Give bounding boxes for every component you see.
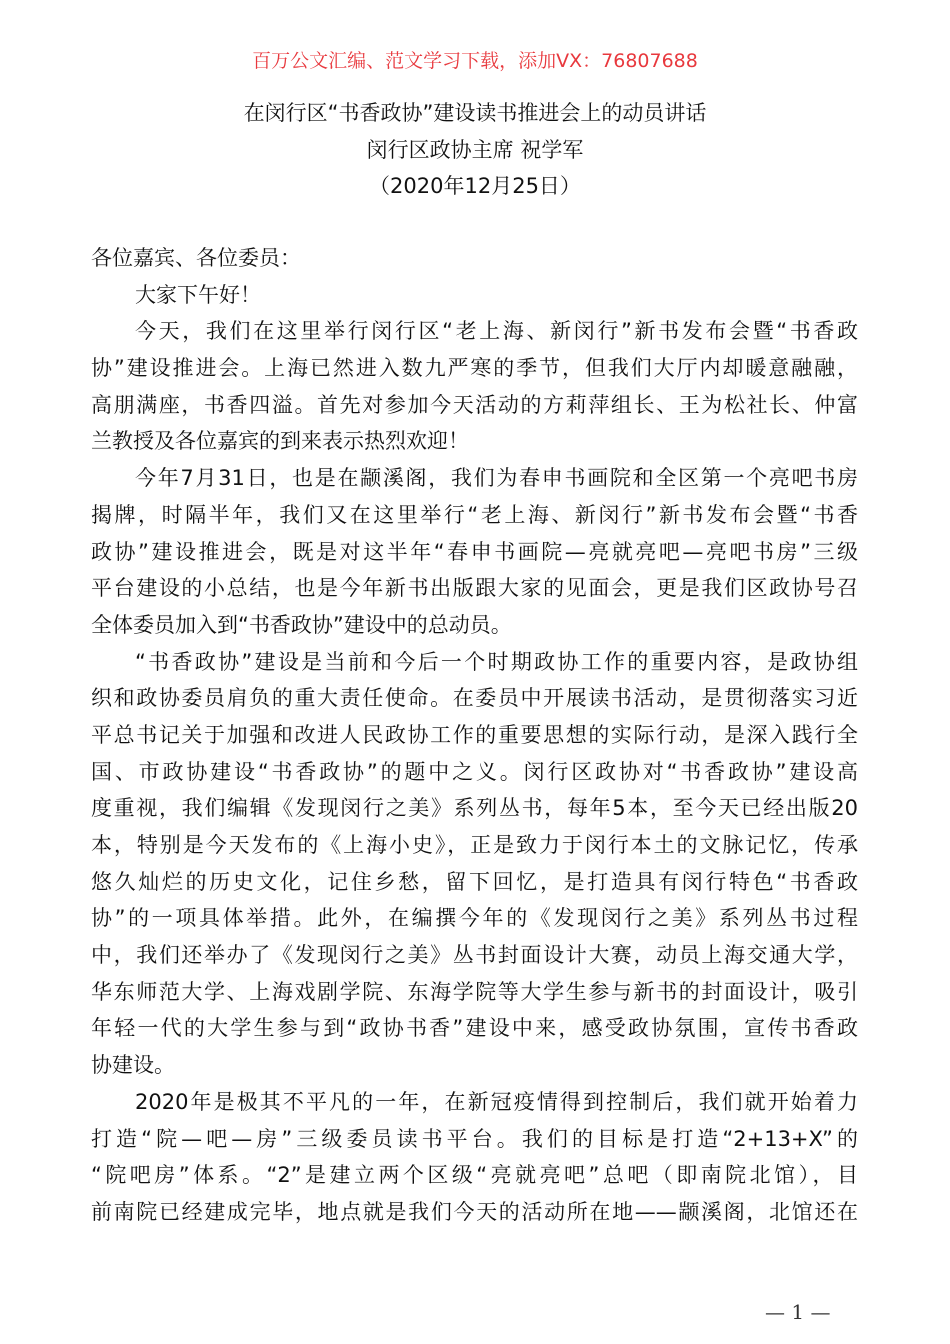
paragraph-line: 揭牌，时隔半年，我们又在这里举行“老上海、新闵行”新书发布会暨“书香	[91, 502, 858, 527]
paragraph-line: 中，我们还举办了《发现闵行之美》丛书封面设计大赛，动员上海交通大学，	[91, 943, 858, 968]
page-number: — 1 —	[765, 1300, 831, 1324]
author-line: 闵行区政协主席 祝学军	[366, 138, 584, 162]
paragraph-line: 打造“院—吧—房”三级委员读书平台。我们的目标是打造“2+13+X”的	[91, 1126, 858, 1151]
date-line: （2020年12月25日）	[369, 174, 581, 198]
document-title: 在闵行区“书香政协”建设读书推进会上的动员讲话	[243, 101, 707, 125]
paragraph-line: 国、市政协建设“书香政协”的题中之义。闵行区政协对“书香政协”建设高	[91, 759, 858, 784]
paragraph-line: 今年7月31日，也是在颛溪阁，我们为春申书画院和全区第一个亮吧书房	[135, 466, 858, 491]
paragraph-line: 2020年是极其不平凡的一年，在新冠疫情得到控制后，我们就开始着力	[135, 1089, 858, 1114]
paragraph-line: 协”的一项具体举措。此外，在编撰今年的《发现闵行之美》系列丛书过程	[91, 906, 858, 931]
paragraph-line: 今天，我们在这里举行闵行区“老上海、新闵行”新书发布会暨“书香政	[135, 319, 858, 344]
paragraph-line: 政协”建设推进会，既是对这半年“春申书画院—亮就亮吧—亮吧书房”三级	[91, 539, 858, 564]
paragraph-line: 华东师范大学、上海戏剧学院、东海学院等大学生参与新书的封面设计，吸引	[91, 979, 858, 1004]
paragraph-line: “院吧房”体系。“2”是建立两个区级“亮就亮吧”总吧（即南院北馆），目	[91, 1163, 858, 1188]
paragraph-line: 全体委员加入到“书香政协”建设中的总动员。	[91, 612, 512, 637]
paragraph-line: 平台建设的小总结，也是今年新书出版跟大家的见面会，更是我们区政协号召	[91, 576, 858, 601]
paragraph-line: 前南院已经建成完毕，地点就是我们今天的活动所在地——颛溪阁，北馆还在	[91, 1199, 858, 1224]
paragraph-line: 织和政协委员肩负的重大责任使命。在委员中开展读书活动，是贯彻落实习近	[91, 686, 858, 711]
watermark-banner: 百万公文汇编、范文学习下载，添加VX：76807688	[252, 50, 698, 72]
salutation: 各位嘉宾、各位委员：	[91, 246, 301, 270]
paragraph-line: 兰教授及各位嘉宾的到来表示热烈欢迎！	[91, 429, 469, 454]
paragraph-line: 大家下午好！	[135, 282, 261, 307]
paragraph-line: 高朋满座，书香四溢。首先对参加今天活动的方莉萍组长、王为松社长、仲富	[91, 392, 858, 417]
document-body	[91, 240, 858, 1231]
paragraph-line: 度重视，我们编辑《发现闵行之美》系列丛书，每年5本，至今天已经出版20	[91, 796, 858, 821]
paragraph-line: 协建设。	[91, 1053, 175, 1078]
paragraph-line: 本，特别是今天发布的《上海小史》，正是致力于闵行本土的文脉记忆，传承	[91, 833, 858, 857]
paragraph-line: “书香政协”建设是当前和今后一个时期政协工作的重要内容，是政协组	[135, 649, 858, 674]
paragraph-line: 年轻一代的大学生参与到“政协书香”建设中来，感受政协氛围，宣传书香政	[91, 1016, 858, 1041]
paragraph-line: 平总书记关于加强和改进人民政协工作的重要思想的实际行动，是深入践行全	[91, 722, 858, 747]
paragraph-line: 悠久灿烂的历史文化，记住乡愁，留下回忆，是打造具有闵行特色“书香政	[91, 869, 858, 894]
paragraph-line: 协”建设推进会。上海已然进入数九严寒的季节，但我们大厅内却暖意融融，	[91, 356, 858, 381]
